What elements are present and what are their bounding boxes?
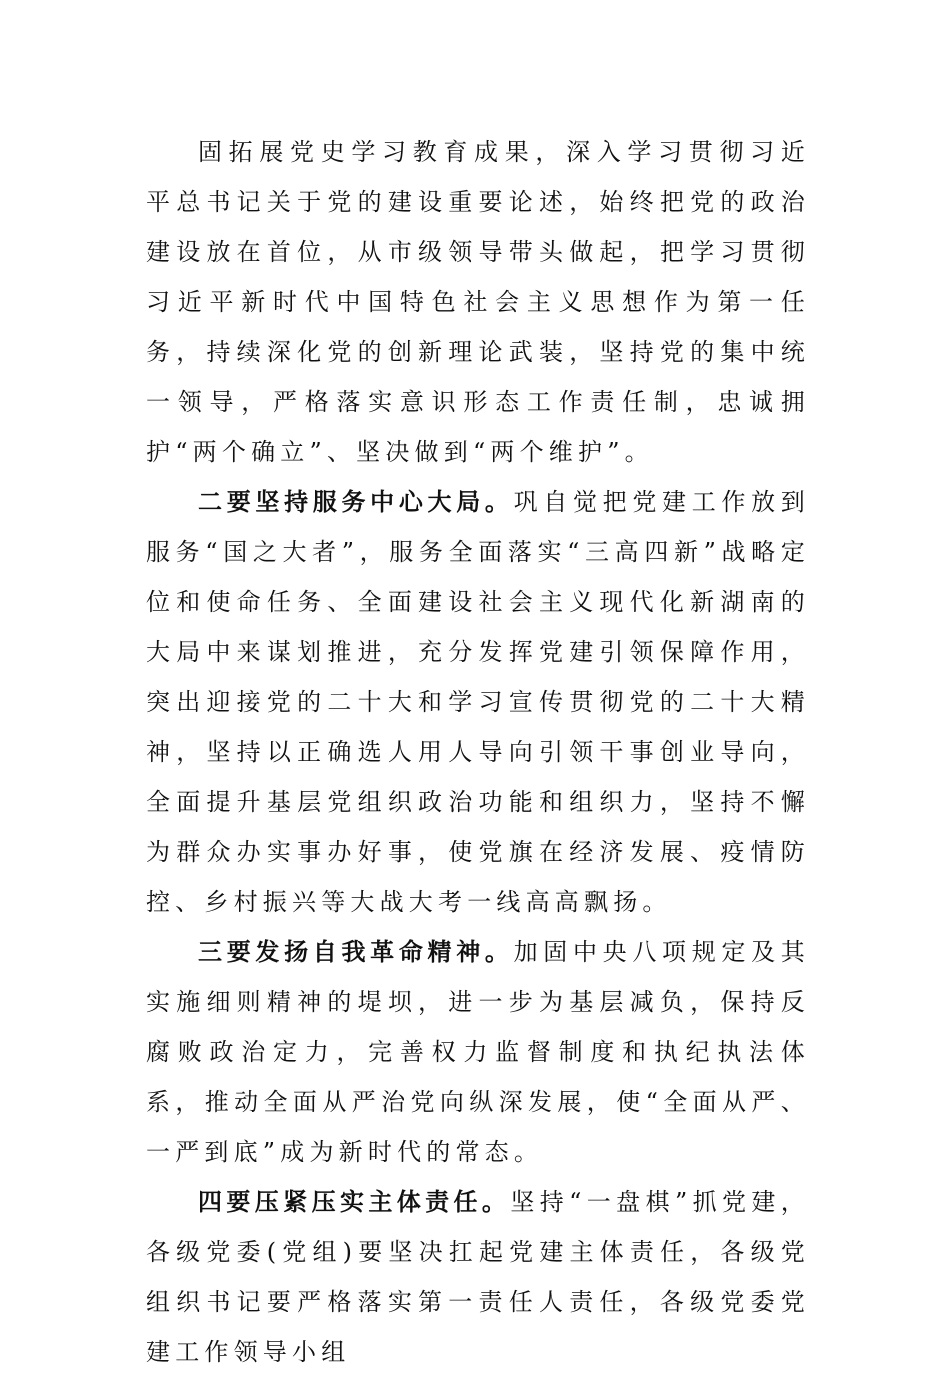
paragraph-4 [146,1177,810,1377]
paragraph-2-heading: 二要坚持服务中心大局。 [198,488,514,516]
document-body [146,127,810,1377]
paragraph-3 [146,927,810,1177]
paragraph-3-heading: 三要发扬自我革命精神。 [198,938,514,966]
paragraph-1-text: 固拓展党史学习教育成果，深入学习贯彻习近平总书记关于党的建设重要论述，始终把党的政治建设放在首位，从市级领导带头做起，把学习贯彻习近平新时代中国特色社会主义思想作为第一任务，持续深化党的创新理论武装，坚持党的集中统一领导，严格落实意识形态工作责任制，忠诚拥护“两个确立”、坚决做到“两个维护”。 [146,138,810,466]
paragraph-3-text: 加固中央八项规定及其实施细则精神的堤坝，进一步为基层减负，保持反腐败政治定力，完善权力监督制度和执纪执法体系，推动全面从严治党向纵深发展，使“全面从严、一严到底”成为新时代的常态。 [146,938,811,1166]
paragraph-1 [146,127,810,477]
paragraph-2-text: 巩自觉把党建工作放到服务“国之大者”，服务全面落实“三高四新”战略定位和使命任务、全面建设社会主义现代化新湖南的大局中来谋划推进，充分发挥党建引领保障作用，突出迎接党的二十大和学习宣传贯彻党的二十大精神，坚持以正确选人用人导向引领干事创业导向，全面提升基层党组织政治功能和组织力，坚持不懈为群众办实事办好事，使党旗在经济发展、疫情防控、乡村振兴等大战大考一线高高飘扬。 [146,488,811,916]
paragraph-4-text: 坚持“一盘棋”抓党建，各级党委(党组)要坚决扛起党建主体责任，各级党组织书记要严格落实第一责任人责任，各级党委党建工作领导小组 [146,1188,810,1366]
paragraph-2 [146,477,810,927]
paragraph-4-heading: 四要压紧压实主体责任。 [198,1188,511,1216]
